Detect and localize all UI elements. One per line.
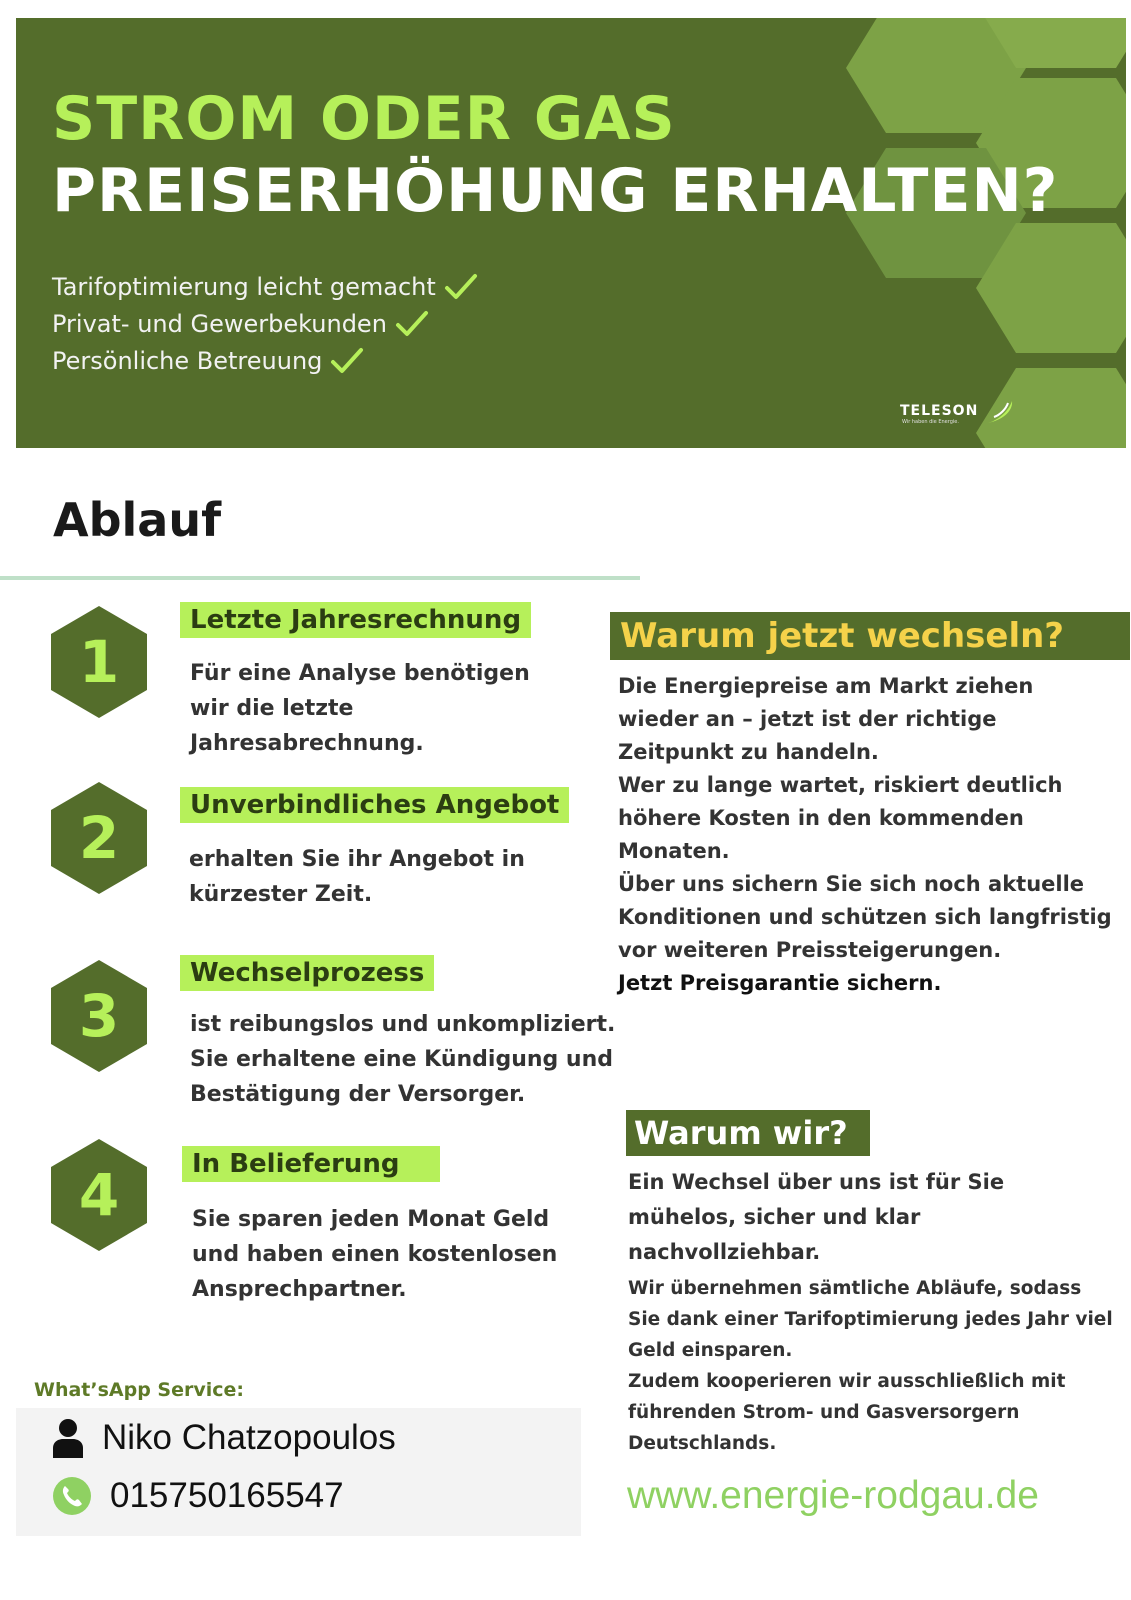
contact-name: Niko Chatzopoulos [102, 1418, 396, 1457]
contact-name-row [52, 1418, 396, 1458]
why-us-paragraph: Wir übernehmen sämtliche Abläufe, sodass Sie dank einer Tarifoptimierung jedes Jahr viel Geld einsparen. [628, 1278, 1113, 1361]
step-number-badge [49, 604, 149, 720]
step-label: Wechselprozess [180, 955, 434, 991]
website-link[interactable]: www.energie-rodgau.de [627, 1474, 1039, 1517]
step-label: Letzte Jahresrechnung [180, 602, 531, 638]
check-icon [330, 346, 364, 376]
person-icon [52, 1418, 84, 1458]
feature-item [52, 342, 478, 379]
hexagon-pattern-icon [836, 18, 1126, 448]
feature-label: Privat- und Gewerbekunden [52, 309, 387, 338]
logo-tagline: Wir haben die Energie. [902, 419, 959, 425]
swoosh-icon [986, 399, 1016, 425]
check-icon [395, 309, 429, 339]
feature-item [52, 305, 478, 342]
step-label: In Belieferung [182, 1146, 440, 1182]
ablauf-heading: Ablauf [53, 493, 222, 547]
step-number-badge [49, 780, 149, 896]
step-text: ist reibungslos und unkompliziert. Sie erhaltene eine Kündigung und Bestätigung der Versorger. [190, 1012, 616, 1107]
teleson-logo [900, 403, 978, 425]
step-number: 4 [78, 1161, 120, 1229]
divider [0, 576, 640, 580]
feature-label: Persönliche Betreuung [52, 346, 323, 375]
contact-phone[interactable]: 015750165547 [110, 1476, 344, 1515]
why-now-heading: Warum jetzt wechseln? [610, 612, 1130, 660]
step-number-badge [49, 1137, 149, 1253]
feature-list [52, 268, 478, 379]
step-number-badge [49, 958, 149, 1074]
step-text: Für eine Analyse benötigen wir die letzte Jahresabrechnung. [190, 661, 530, 756]
logo-brand: TELESON [900, 403, 979, 419]
step-text: Sie sparen jeden Monat Geld und haben einen kostenlosen Ansprechpartner. [192, 1207, 558, 1302]
step-text: erhalten Sie ihr Angebot in kürzester Zeit. [189, 847, 525, 907]
whatsapp-phone-icon [52, 1476, 92, 1516]
step-number: 1 [78, 628, 120, 696]
step-number: 3 [78, 982, 120, 1050]
why-us-intro: Ein Wechsel über uns ist für Sie mühelos, sicher und klar nachvollziehbar. [628, 1170, 1005, 1264]
why-now-body [618, 670, 1113, 1000]
why-now-paragraph: Über uns sichern Sie sich noch aktuelle Konditionen und schützen sich langfristig vor weiteren Preissteigerungen. [618, 872, 1112, 962]
why-now-paragraph: Die Energiepreise am Markt ziehen wieder an – jetzt ist der richtige Zeitpunkt zu handeln. [618, 674, 1034, 764]
check-icon [444, 272, 478, 302]
contact-box [16, 1408, 581, 1536]
feature-item [52, 268, 478, 305]
why-us-details [628, 1273, 1118, 1459]
why-us-heading: Warum wir? [626, 1110, 870, 1156]
why-now-cta: Jetzt Preisgarantie sichern. [618, 971, 942, 995]
feature-label: Tarifoptimierung leicht gemacht [52, 272, 436, 301]
banner-title-line2: PREISERHÖHUNG ERHALTEN? [52, 156, 1059, 226]
why-now-paragraph: Wer zu lange wartet, riskiert deutlich höhere Kosten in den kommenden Monaten. [618, 773, 1063, 863]
step-number: 2 [78, 804, 120, 872]
step-label: Unverbindliches Angebot [180, 787, 569, 823]
why-us-paragraph: Zudem kooperieren wir ausschließlich mit führenden Strom- und Gasversorgern Deutschlands. [628, 1371, 1066, 1454]
whatsapp-service-title: What’sApp Service: [34, 1379, 245, 1401]
contact-phone-row[interactable] [52, 1476, 344, 1516]
header-banner [16, 18, 1126, 448]
banner-title-line1: STROM ODER GAS [52, 84, 676, 154]
